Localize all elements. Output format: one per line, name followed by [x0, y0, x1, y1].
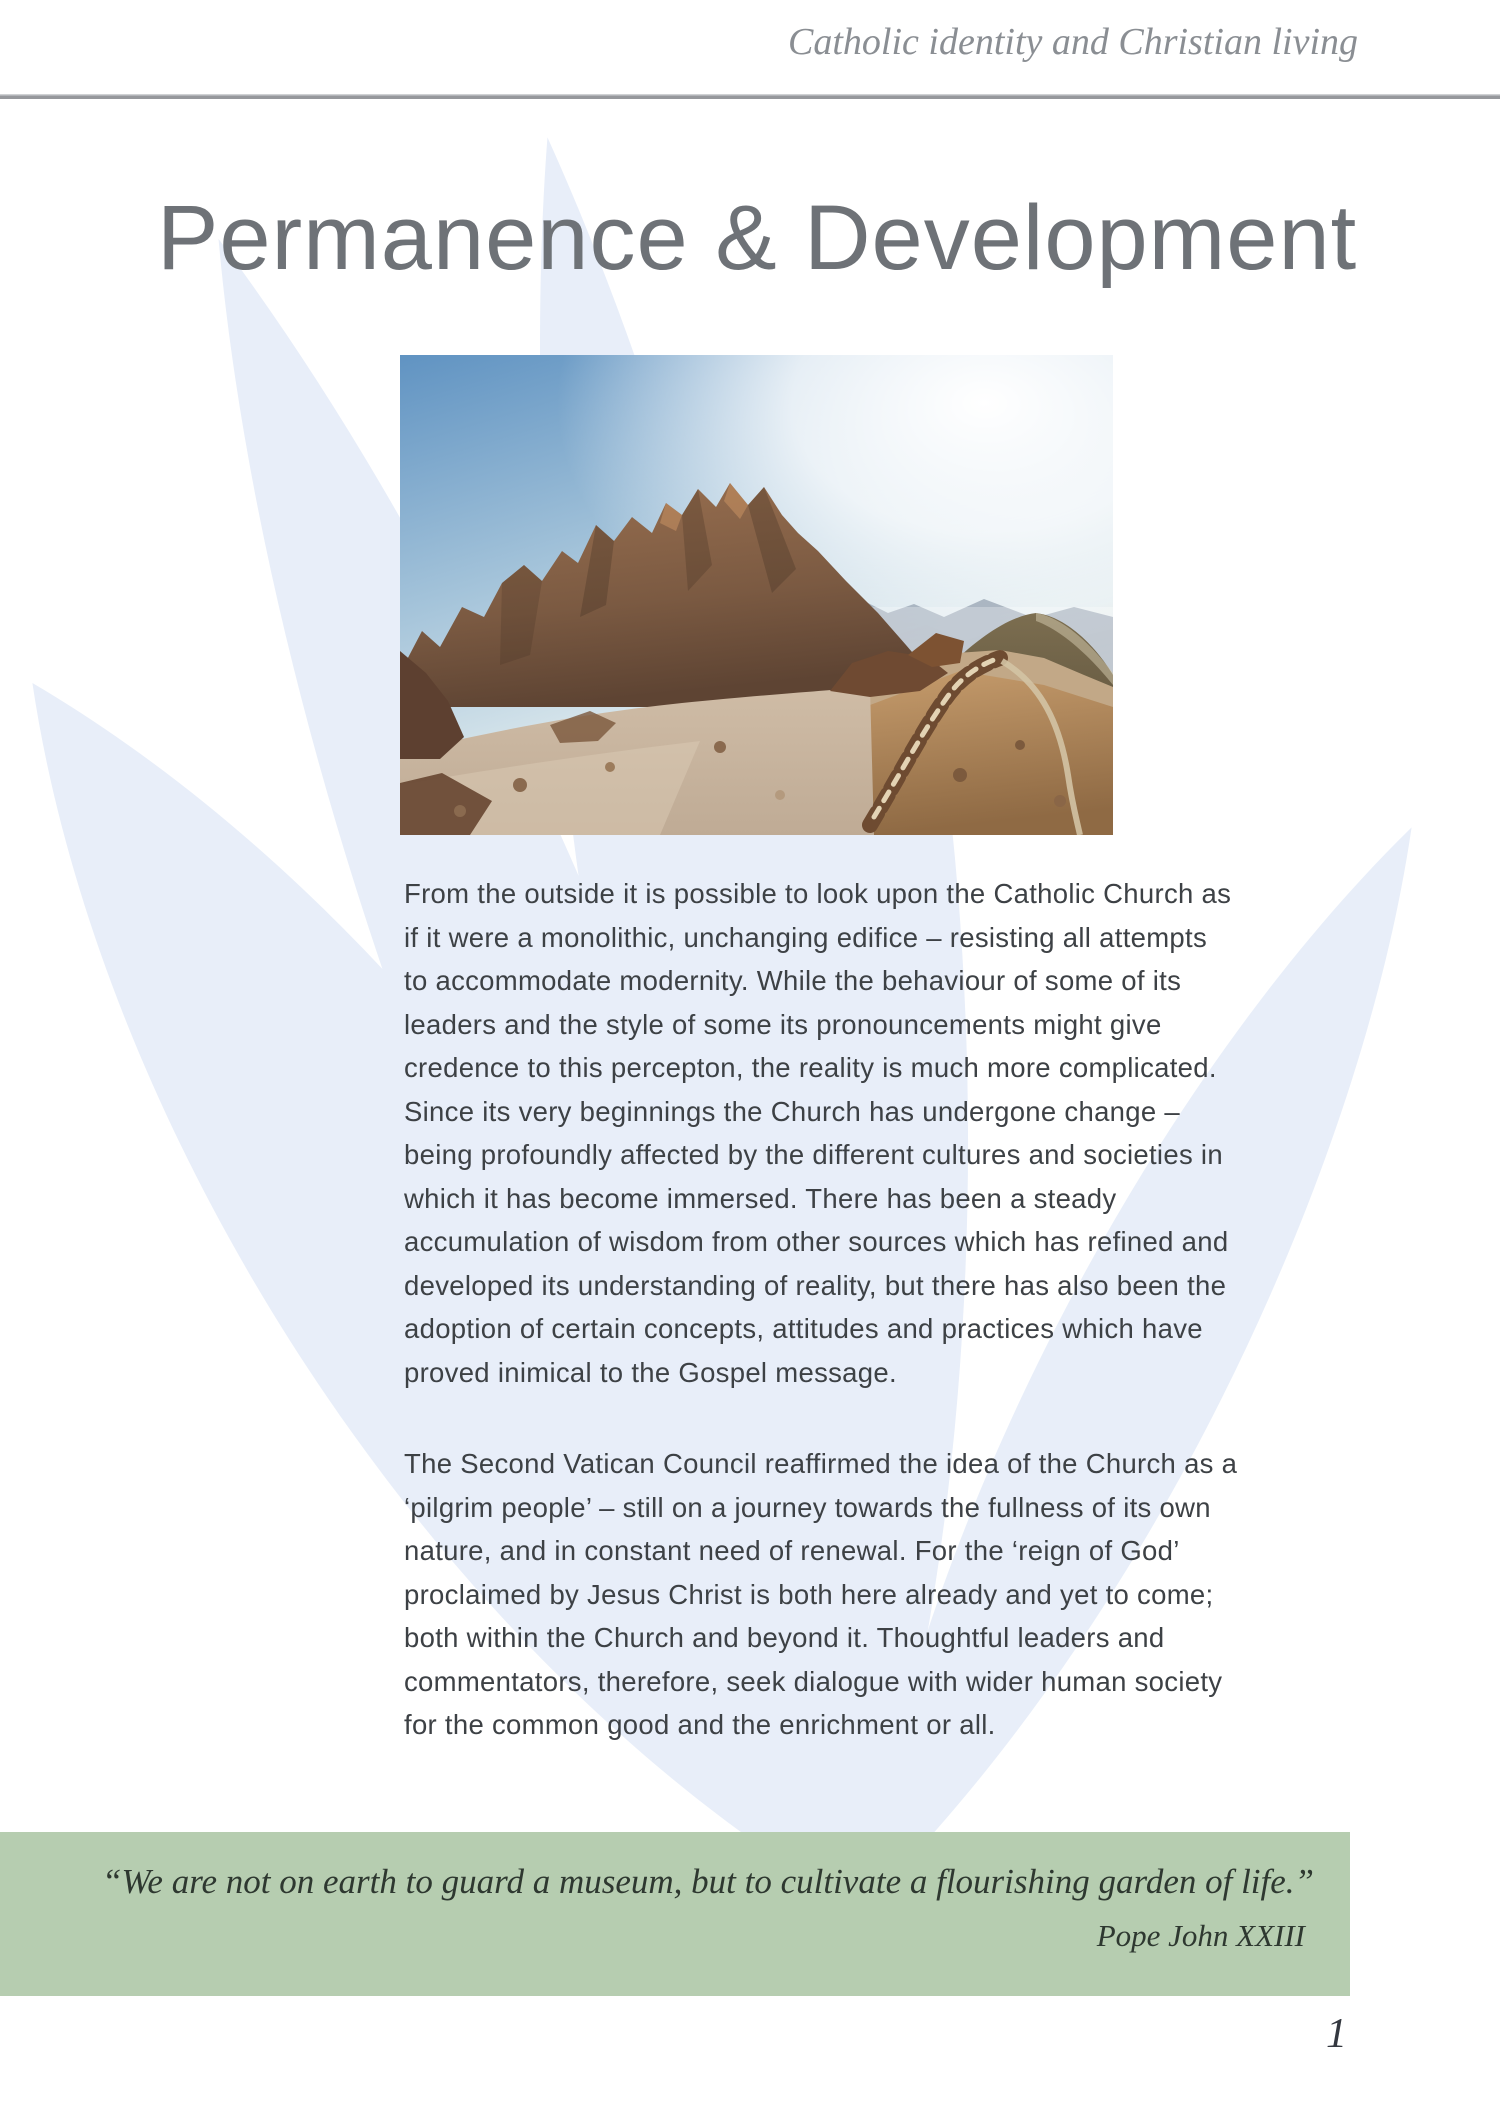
- text-line: which it has become immersed. There has been a steady: [404, 1182, 1117, 1214]
- page-title: Permanence & Development: [157, 187, 1358, 289]
- text-line: proved inimical to the Gospel message.: [404, 1356, 897, 1388]
- text-line: to accommodate modernity. While the behaviour of some of its: [404, 965, 1182, 996]
- text-line: nature, and in constant need of renewal. For the ‘reign of God’: [404, 1535, 1180, 1566]
- text-line: adoption of certain concepts, attitudes and practices which have: [404, 1313, 1203, 1344]
- text-line: developed its understanding of reality, but there has also been the: [404, 1269, 1227, 1301]
- quote-text: “We are not on earth to guard a museum, but to cultivate a flourishing garden of life.”: [102, 1862, 1314, 1901]
- text-line: both within the Church and beyond it. Thoughtful leaders and: [404, 1622, 1165, 1653]
- text-line: From the outside it is possible to look upon the Catholic Church as: [404, 878, 1232, 909]
- quote-attribution: Pope John XXIII: [1096, 1918, 1305, 1953]
- mountain-path-photo: [400, 355, 1113, 835]
- text-line: accumulation of wisdom from other sources which has refined and: [404, 1226, 1229, 1257]
- body-text: [404, 872, 1364, 1747]
- text-line: Since its very beginnings the Church has undergone change –: [404, 1095, 1180, 1127]
- text-line: if it were a monolithic, unchanging edifice – resisting all attempts: [404, 921, 1208, 953]
- paragraph-1: [404, 872, 1364, 1394]
- running-head: Catholic identity and Christian living: [788, 21, 1358, 63]
- text-line: commentators, therefore, seek dialogue with wider human society: [404, 1665, 1223, 1697]
- text-line: The Second Vatican Council reaffirmed the idea of the Church as a: [404, 1448, 1238, 1479]
- text-line: credence to this percepton, the reality is much more complicated.: [404, 1052, 1217, 1083]
- paragraph-2: [404, 1442, 1364, 1747]
- text-line: proclaimed by Jesus Christ is both here already and yet to come;: [404, 1578, 1214, 1610]
- text-line: ‘pilgrim people’ – still on a journey towards the fullness of its own: [404, 1491, 1211, 1523]
- text-line: being profoundly affected by the different cultures and societies in: [404, 1139, 1223, 1170]
- quote-box: [0, 1832, 1350, 1996]
- text-line: for the common good and the enrichment or all.: [404, 1709, 996, 1740]
- page-number: 1: [1326, 2011, 1347, 2057]
- header-divider: [0, 94, 1500, 99]
- text-line: leaders and the style of some its pronouncements might give: [404, 1008, 1162, 1040]
